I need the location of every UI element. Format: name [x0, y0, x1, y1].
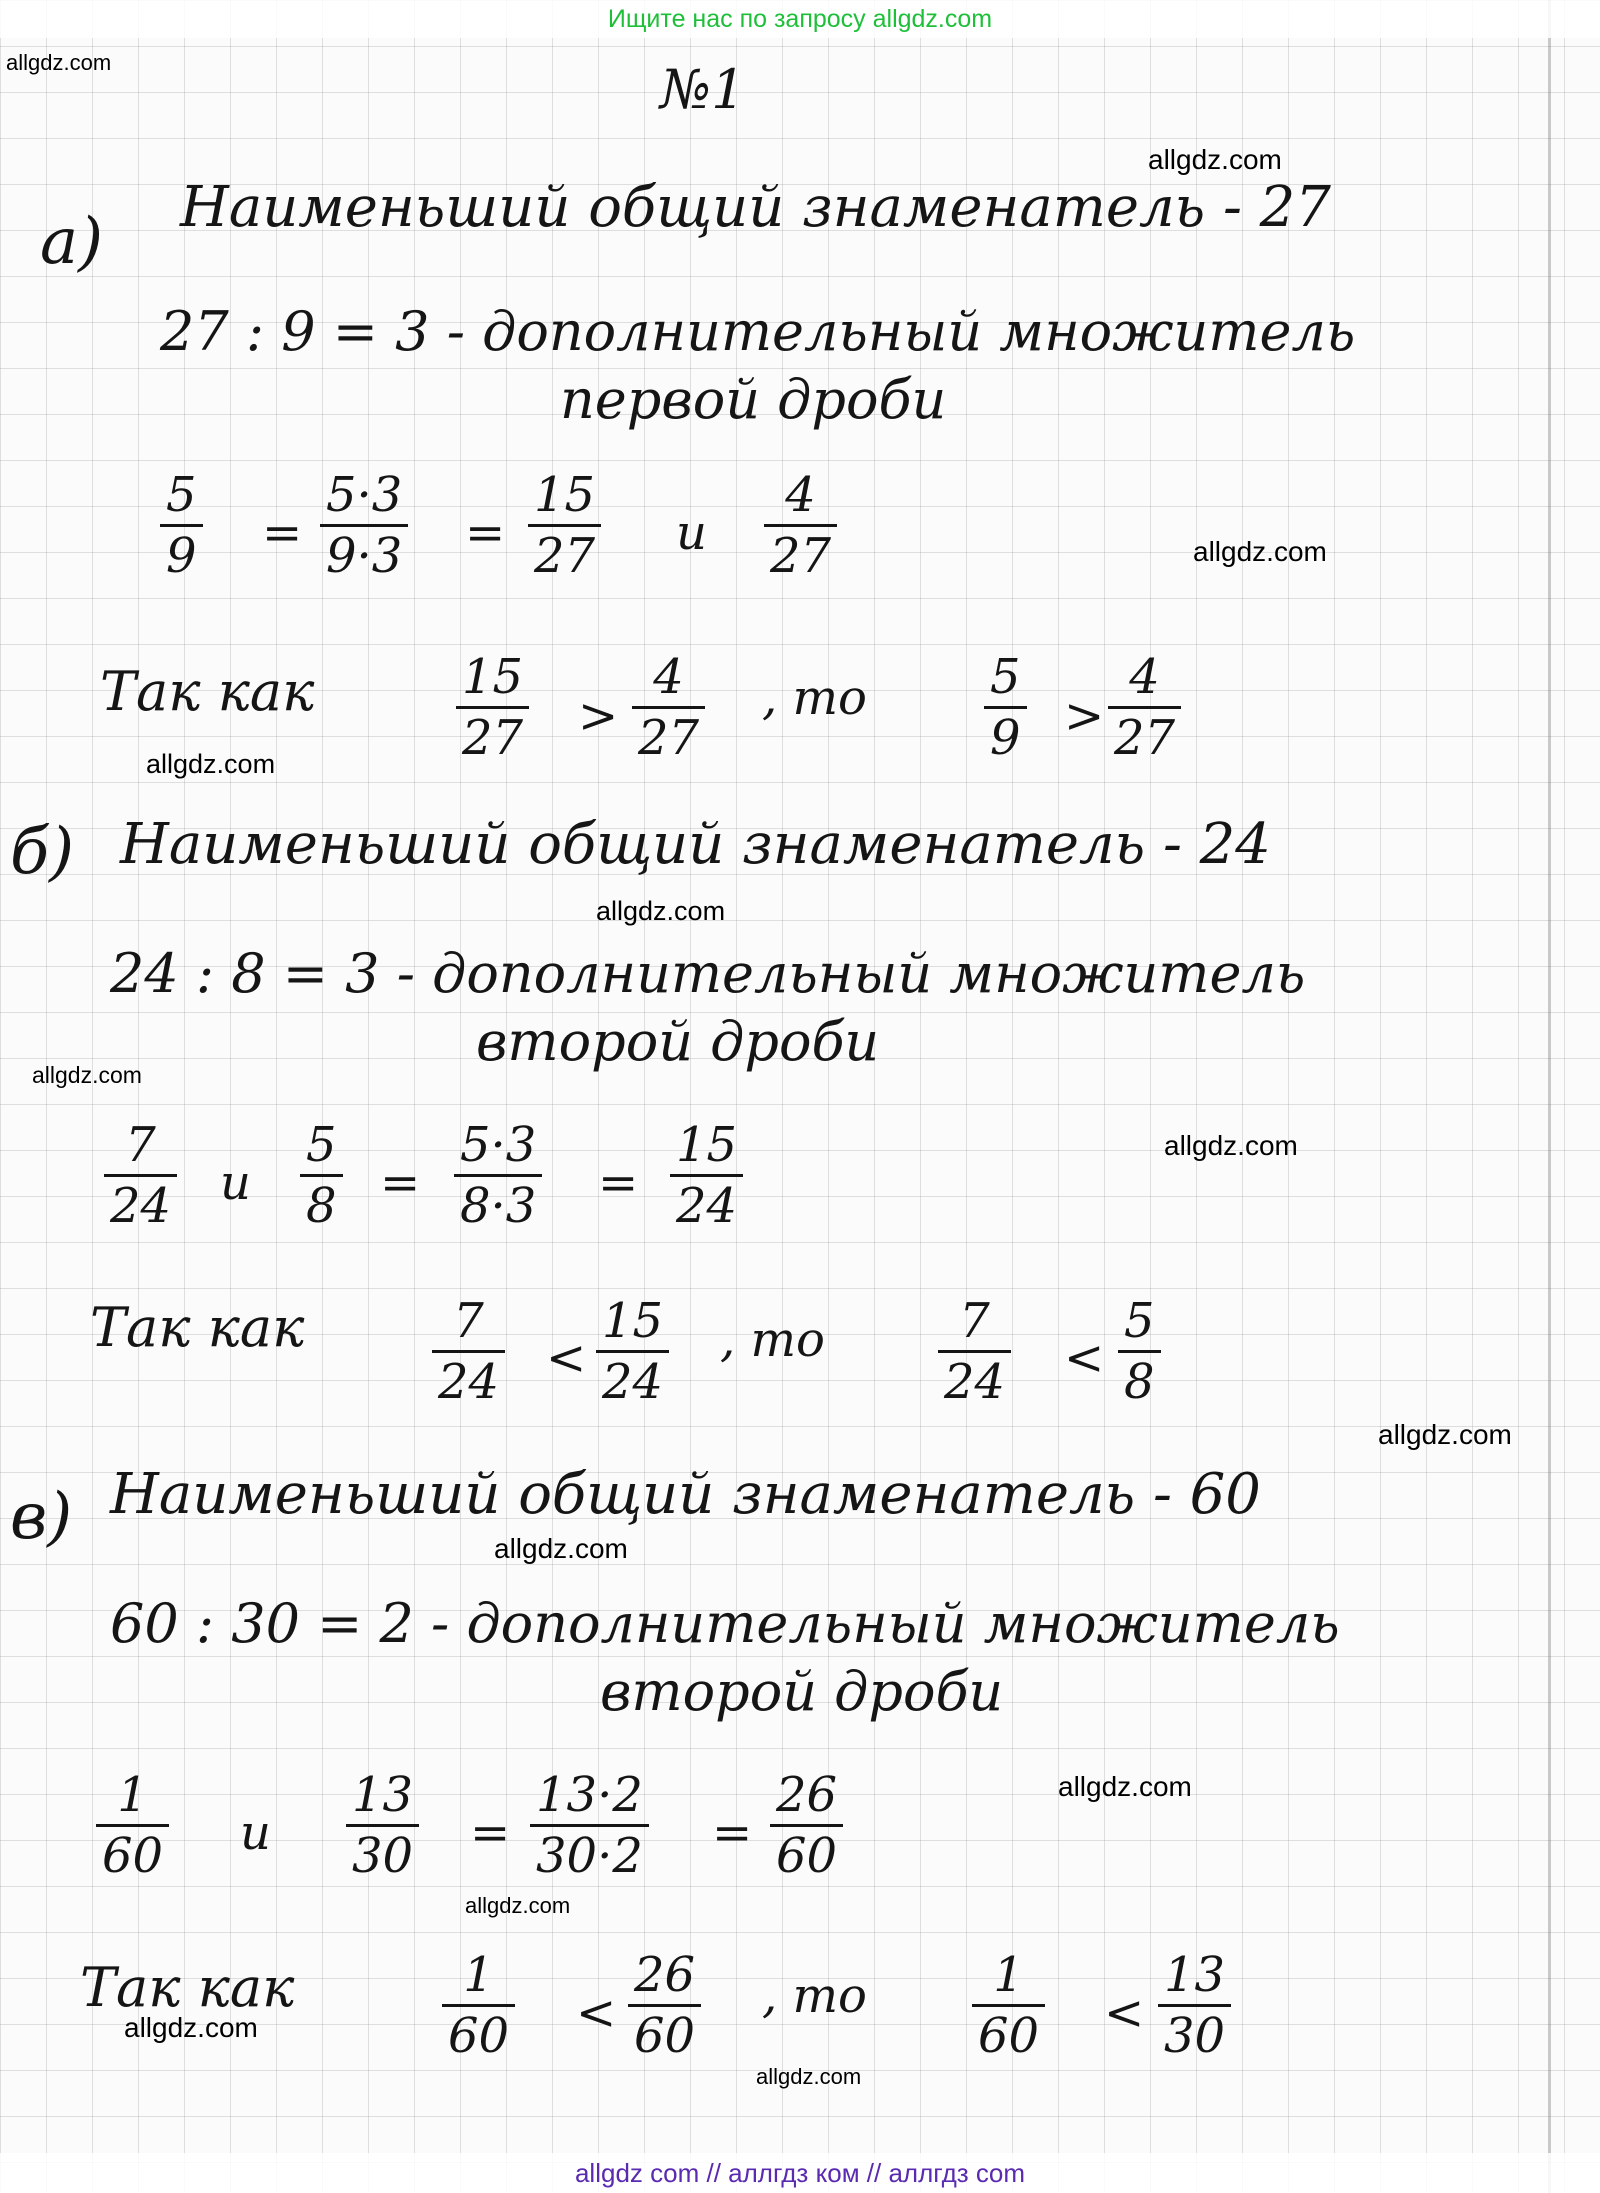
fraction-bar [346, 1824, 419, 1827]
part-a-lcd-line: Наименьший общий знаменатель - 27 [180, 175, 1331, 240]
compare-sign: > [578, 688, 619, 744]
numerator: 15 [534, 467, 596, 523]
fraction [770, 1767, 843, 1885]
fraction [528, 467, 601, 585]
fraction-bar [456, 706, 529, 709]
watermark: allgdz.com [32, 1062, 142, 1088]
denominator: 27 [534, 528, 596, 585]
fraction-bar [972, 2004, 1045, 2007]
numerator: 13 [352, 1767, 414, 1823]
denominator: 27 [770, 528, 832, 585]
denominator: 27 [1114, 710, 1176, 767]
numerator: 5·3 [460, 1117, 537, 1173]
part-c-mult-line-1: 60 : 30 = 2 - дополнительный множитель [110, 1592, 1340, 1655]
denominator: 8 [306, 1178, 337, 1235]
fraction [96, 1767, 169, 1885]
numerator: 15 [602, 1293, 664, 1349]
bottom-banner: allgdz com // аллгдз ком // аллгдз com [0, 2153, 1600, 2193]
fraction [432, 1293, 505, 1411]
fraction-bar [160, 524, 203, 527]
fraction [1118, 1293, 1161, 1411]
equals-sign: = [465, 505, 506, 561]
fraction [454, 1117, 542, 1235]
denominator: 9·3 [326, 528, 403, 585]
numerator: 4 [653, 649, 684, 705]
part-b-lcd-line: Наименьший общий знаменатель - 24 [120, 812, 1271, 877]
denominator: 9 [990, 710, 1021, 767]
denominator: 60 [978, 2008, 1040, 2065]
fraction-bar [320, 524, 408, 527]
watermark: allgdz.com [756, 2064, 862, 2089]
then-word: , то [762, 1968, 867, 2024]
part-c-mult-line-2: второй дроби [600, 1660, 1004, 1723]
fraction [972, 1947, 1045, 2065]
fraction-bar [530, 1824, 649, 1827]
and-word: и [240, 1805, 271, 1861]
numerator: 26 [776, 1767, 838, 1823]
fraction [1108, 649, 1181, 767]
numerator: 5·3 [326, 467, 403, 523]
numerator: 7 [959, 1293, 990, 1349]
fraction [764, 467, 837, 585]
denominator: 24 [110, 1178, 172, 1235]
fraction-bar [628, 2004, 701, 2007]
denominator: 60 [776, 1828, 838, 1885]
equals-sign: = [470, 1805, 511, 1861]
fraction-bar [1158, 2004, 1231, 2007]
fraction-bar [104, 1174, 177, 1177]
numerator: 1 [993, 1947, 1024, 2003]
denominator: 27 [638, 710, 700, 767]
fraction [160, 467, 203, 585]
task-title: №1 [660, 58, 746, 121]
numerator: 7 [125, 1117, 156, 1173]
numerator: 15 [462, 649, 524, 705]
fraction [300, 1117, 343, 1235]
equals-sign: = [262, 505, 303, 561]
fraction-bar [670, 1174, 743, 1177]
numerator: 5 [1124, 1293, 1155, 1349]
equals-sign: = [380, 1155, 421, 1211]
numerator: 26 [634, 1947, 696, 2003]
compare-sign: < [576, 1985, 617, 2041]
then-word: , то [720, 1312, 825, 1368]
fraction-bar [432, 1350, 505, 1353]
fraction-bar [770, 1824, 843, 1827]
fraction [104, 1117, 177, 1235]
denominator: 30 [1164, 2008, 1226, 2065]
part-a-mult-line-2: первой дроби [560, 368, 947, 431]
numerator: 4 [1129, 649, 1160, 705]
compare-sign: > [1064, 688, 1105, 744]
fraction [670, 1117, 743, 1235]
equals-sign: = [598, 1155, 639, 1211]
fraction [984, 649, 1027, 767]
and-word: и [220, 1155, 251, 1211]
part-a-letter: а) [40, 205, 104, 279]
part-b-letter: б) [10, 815, 75, 889]
fraction-bar [96, 1824, 169, 1827]
numerator: 15 [676, 1117, 738, 1173]
numerator: 1 [117, 1767, 148, 1823]
fraction [938, 1293, 1011, 1411]
fraction [456, 649, 529, 767]
fraction-bar [300, 1174, 343, 1177]
fraction [628, 1947, 701, 2065]
since-word: Так как [100, 660, 315, 723]
fraction-bar [1108, 706, 1181, 709]
and-word: и [676, 505, 707, 561]
part-b-mult-line-2: второй дроби [476, 1010, 880, 1073]
fraction-bar [984, 706, 1027, 709]
compare-sign: < [1104, 1985, 1145, 2041]
numerator: 13·2 [536, 1767, 643, 1823]
watermark: allgdz.com [494, 1533, 628, 1564]
fraction [346, 1767, 419, 1885]
denominator: 24 [676, 1178, 738, 1235]
part-c-letter: в) [10, 1480, 73, 1554]
denominator: 30 [352, 1828, 414, 1885]
fraction-bar [1118, 1350, 1161, 1353]
fraction [530, 1767, 649, 1885]
since-word: Так как [90, 1296, 305, 1359]
compare-sign: < [1064, 1330, 1105, 1386]
fraction-bar [632, 706, 705, 709]
numerator: 4 [785, 467, 816, 523]
equals-sign: = [712, 1805, 753, 1861]
part-b-mult-line-1: 24 : 8 = 3 - дополнительный множитель [110, 942, 1306, 1005]
compare-sign: < [546, 1330, 587, 1386]
fraction-bar [596, 1350, 669, 1353]
since-word: Так как [80, 1956, 295, 2019]
margin-line [1548, 0, 1551, 2193]
numerator: 5 [166, 467, 197, 523]
watermark: allgdz.com [124, 2012, 258, 2043]
denominator: 30·2 [536, 1828, 643, 1885]
watermark: allgdz.com [1058, 1771, 1192, 1802]
numerator: 7 [453, 1293, 484, 1349]
denominator: 27 [462, 710, 524, 767]
numerator: 5 [990, 649, 1021, 705]
numerator: 1 [463, 1947, 494, 2003]
fraction-bar [938, 1350, 1011, 1353]
watermark: allgdz.com [1148, 144, 1282, 175]
fraction-bar [442, 2004, 515, 2007]
fraction [632, 649, 705, 767]
watermark: allgdz.com [1164, 1130, 1298, 1161]
watermark: allgdz.com [1193, 536, 1327, 567]
denominator: 24 [438, 1354, 500, 1411]
part-c-lcd-line: Наименьший общий знаменатель - 60 [110, 1462, 1261, 1527]
denominator: 60 [448, 2008, 510, 2065]
watermark: allgdz.com [146, 749, 276, 779]
watermark: allgdz.com [465, 1893, 571, 1918]
numerator: 5 [306, 1117, 337, 1173]
numerator: 13 [1164, 1947, 1226, 2003]
fraction [320, 467, 408, 585]
then-word: , то [762, 670, 867, 726]
denominator: 8 [1124, 1354, 1155, 1411]
fraction [442, 1947, 515, 2065]
fraction [596, 1293, 669, 1411]
fraction-bar [528, 524, 601, 527]
denominator: 8·3 [460, 1178, 537, 1235]
denominator: 60 [102, 1828, 164, 1885]
denominator: 24 [602, 1354, 664, 1411]
watermark: allgdz.com [596, 896, 726, 926]
denominator: 60 [634, 2008, 696, 2065]
watermark: allgdz.com [1378, 1419, 1512, 1450]
denominator: 24 [944, 1354, 1006, 1411]
part-a-mult-line-1: 27 : 9 = 3 - дополнительный множитель [160, 300, 1356, 363]
fraction-bar [764, 524, 837, 527]
watermark: allgdz.com [6, 50, 112, 75]
fraction-bar [454, 1174, 542, 1177]
denominator: 9 [166, 528, 197, 585]
fraction [1158, 1947, 1231, 2065]
top-banner: Ищите нас по запросу allgdz.com [0, 0, 1600, 38]
